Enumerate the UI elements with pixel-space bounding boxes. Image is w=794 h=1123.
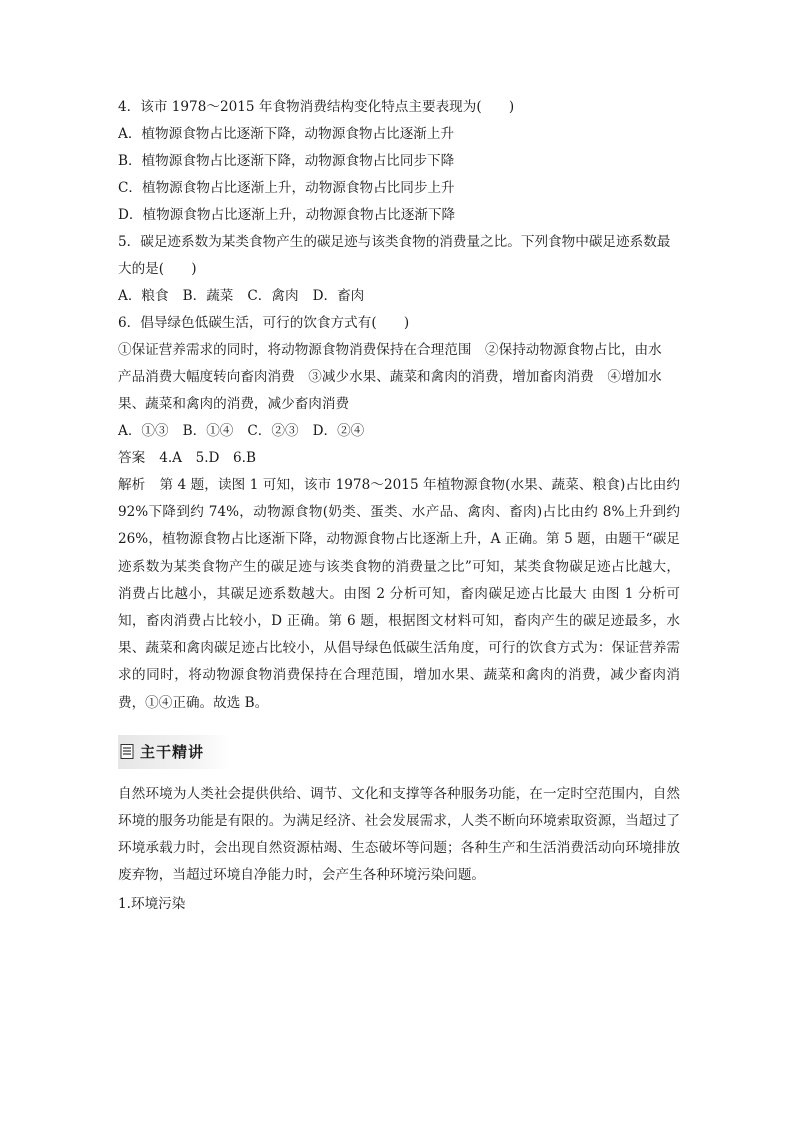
- question-6-items-line-1: ①保证营养需求的同时，将动物源食物消费保持在合理范围 ②保持动物源食物占比，由水: [118, 342, 662, 358]
- section-header: [118, 735, 230, 769]
- section-title: 主干精讲: [140, 742, 205, 761]
- section-paragraph: 自然环境为人类社会提供供给、调节、文化和支撑等各种服务功能，在一定时空范围内，自然环境的服务功能是有限的。为满足经济、社会发展需求，人类不断向环境索取资源，当超过了环境承载力时，会出现自然资源枯竭、生态破坏等问题；各种生产和生活消费活动向环境排放废弃物，当超过环境自净能力时，会产生各种环境污染问题。: [118, 785, 680, 883]
- question-5-option-b: B．蔬菜: [182, 288, 234, 304]
- section-subheading: 1.环境污染: [118, 895, 186, 912]
- question-4-stem: 4．该市 1978～2015 年食物消费结构变化特点主要表现为( ): [118, 99, 515, 115]
- answer-label: 答案: [118, 450, 146, 466]
- document-icon: [120, 744, 134, 759]
- answer-line: [118, 445, 680, 472]
- question-4: [118, 94, 680, 229]
- document-body: [118, 94, 680, 918]
- analysis-label: 解析: [118, 477, 146, 493]
- question-4-option-b: B．植物源食物占比逐渐下降，动物源食物占比同步下降: [118, 153, 455, 169]
- question-5: [118, 229, 680, 310]
- question-6-option-b: B．①④: [182, 423, 234, 439]
- question-5-option-c: C．禽肉: [247, 288, 299, 304]
- question-6-items-line-3: 果、蔬菜和禽肉的消费，减少畜肉消费: [118, 396, 350, 412]
- analysis-text: 第 4 题，读图 1 可知，该市 1978～2015 年植物源食物(水果、蔬菜、粮食)占比由约 92%下降到约 74%，动物源食物(奶类、蛋类、水产品、禽肉、畜肉)占比由约 8%上升到约 26%，植物源食物占比逐渐下降，动物源食物占比逐渐上升，A 正确。第 5 题，由题干“碳足迹系数为某类食物产生的碳足迹与该类食物的消费量之比”可知，某类食物碳足迹占比越大，消费占比越小，其碳足迹系数越大。由图 2 分析可知，畜肉碳足迹占比最大 由图 1 分析可知，畜肉消费占比较小，D 正确。第 6 题，根据图文材料可知，畜肉产生的碳足迹最多，水果、蔬菜和禽肉碳足迹占比较小，从倡导绿色低碳生活角度，可行的饮食方式为：保证营养需求的同时，将动物源食物消费保持在合理范围，增加水果、蔬菜和禽肉的消费，减少畜肉消费，①④正确。故选 B。: [118, 477, 680, 711]
- question-4-option-d: D．植物源食物占比逐渐上升，动物源食物占比逐渐下降: [118, 207, 456, 223]
- answer-text: 4.A 5.D 6.B: [159, 450, 256, 466]
- question-6-option-c: C．②③: [247, 423, 299, 439]
- question-5-stem-line-1: 5．碳足迹系数为某类食物产生的碳足迹与该类食物的消费量之比。下列食物中碳足迹系数最: [118, 234, 671, 250]
- question-6-options: [118, 418, 680, 445]
- question-6: [118, 310, 680, 445]
- analysis-paragraph: [118, 472, 680, 717]
- question-4-option-c: C．植物源食物占比逐渐上升，动物源食物占比同步上升: [118, 180, 455, 196]
- question-5-stem-line-2: 大的是( ): [118, 261, 197, 277]
- question-5-option-d: D．畜肉: [312, 288, 365, 304]
- question-6-option-a: A．①③: [118, 423, 169, 439]
- question-5-options: [118, 283, 680, 310]
- question-4-option-a: A．植物源食物占比逐渐下降，动物源食物占比逐渐上升: [118, 126, 455, 142]
- question-5-option-a: A．粮食: [118, 288, 169, 304]
- question-6-option-d: D．②④: [312, 423, 365, 439]
- question-6-stem: 6．倡导绿色低碳生活，可行的饮食方式有( ): [118, 315, 410, 331]
- question-6-items-line-2: 产品消费大幅度转向畜肉消费 ③减少水果、蔬菜和禽肉的消费，增加畜肉消费 ④增加水: [118, 369, 662, 385]
